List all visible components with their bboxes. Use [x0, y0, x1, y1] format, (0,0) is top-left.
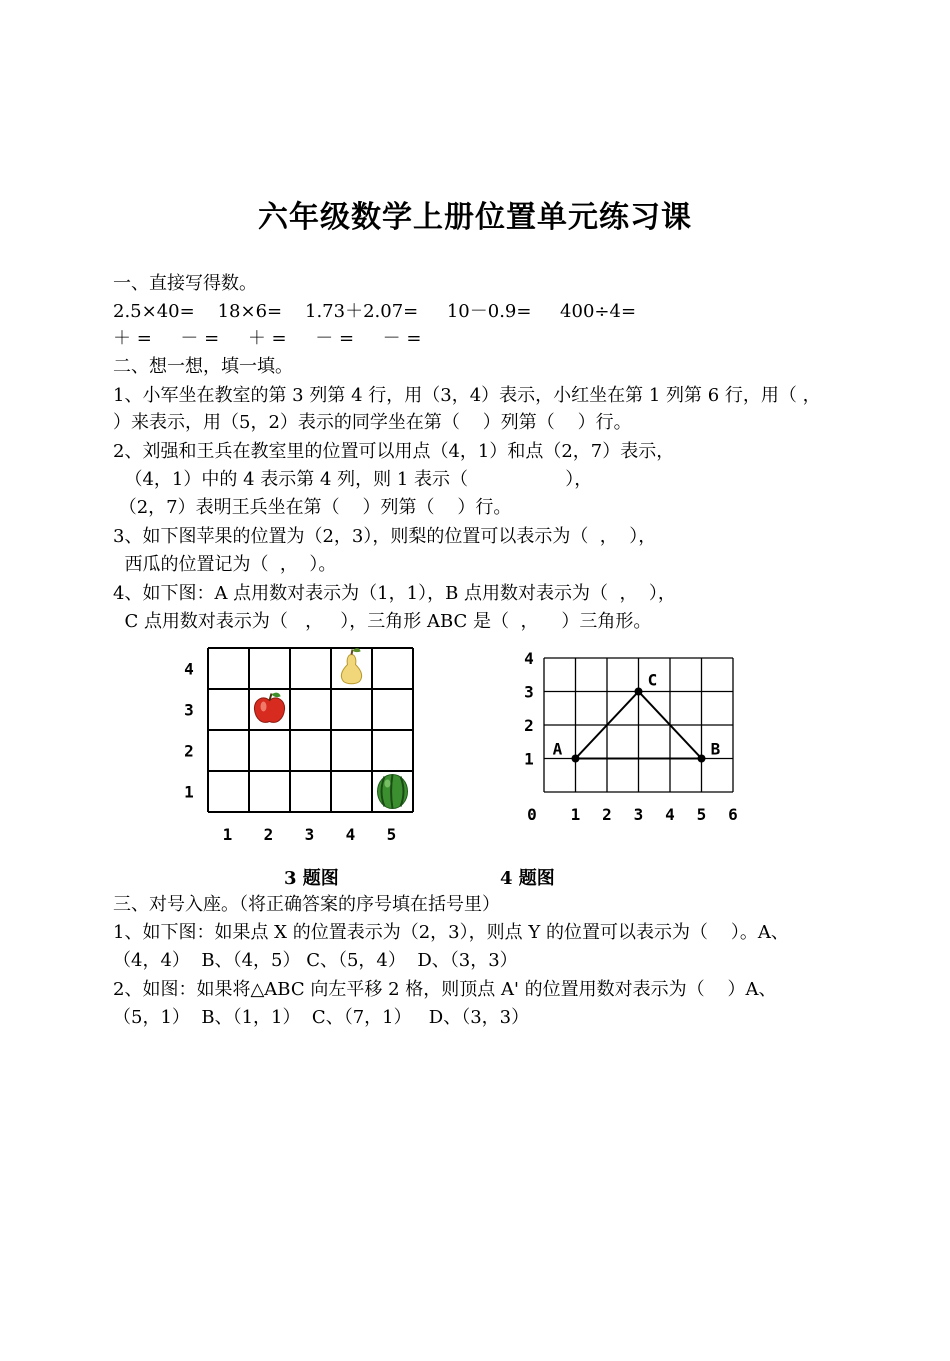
- x-tick-label: 4: [345, 825, 356, 844]
- apple-icon: [254, 693, 284, 723]
- pear-icon: [341, 648, 361, 683]
- x-tick-label: 3: [304, 825, 315, 844]
- question-3-1-line-1: 1、如下图：如果点 X 的位置表示为（2，3），则点 Y 的位置可以表示为（ ）。A、: [113, 922, 789, 943]
- section-1-heading: 一、直接写得数。: [113, 273, 257, 294]
- question-2-1-line-1: 1、小军坐在教室的第 3 列第 4 行，用（3，4）表示，小红坐在第 1 列第 6 行，用（ ，: [113, 385, 821, 406]
- question-2-2-line-1: 2、刘强和王兵在教室里的位置可以用点（4，1）和点（2，7）表示，: [113, 441, 675, 462]
- x-tick-label: 1: [222, 825, 233, 844]
- watermelon-icon: [378, 775, 408, 809]
- calc-row-2: ＋ = － = ＋ = － = － =: [113, 328, 422, 349]
- y-tick-label: 3: [184, 700, 194, 720]
- point-A: [572, 755, 580, 763]
- point-label: C: [647, 670, 658, 690]
- question-3-1-line-2: （4，4） B、（4，5） C、（5，4） D、（3，3）: [113, 950, 518, 971]
- question-3-2-line-1: 2、如图：如果将△ABC 向左平移 2 格，则顶点 A' 的位置用数对表示为（ ）A、: [113, 979, 777, 1000]
- x-tick-label: 2: [602, 805, 612, 823]
- question-2-2-line-3: （2，7）表明王兵坐在第（ ）列第（ ）行。: [113, 497, 512, 518]
- figure-3-caption: 3 题图: [284, 868, 339, 889]
- y-tick-label: 2: [524, 716, 534, 735]
- x-tick-label: 1: [570, 805, 581, 823]
- figure-3-grid: [175, 640, 425, 850]
- section-2-heading: 二、想一想，填一填。: [113, 356, 293, 377]
- x-tick-label: 4: [665, 805, 675, 823]
- question-2-2-line-2: （4，1）中的 4 表示第 4 列，则 1 表示（ ），: [113, 469, 593, 490]
- x-tick-label: 3: [633, 805, 644, 823]
- y-tick-label: 1: [184, 782, 194, 802]
- figure-4-coordinate-grid: [512, 648, 762, 823]
- x-tick-label: 6: [728, 805, 738, 823]
- section-3-heading: 三、对号入座。（将正确答案的序号填在括号里）: [113, 894, 500, 915]
- question-3-2-line-2: （5，1） B、（1，1） C、（7，1） D、（3，3）: [113, 1007, 530, 1028]
- x-tick-label: 2: [263, 825, 274, 844]
- y-tick-label: 4: [524, 649, 534, 668]
- question-2-3-line-2: 西瓜的位置记为（ ， ）。: [113, 554, 337, 575]
- x-tick-label: 5: [696, 805, 707, 823]
- page-title: 六年级数学上册位置单元练习课: [258, 200, 692, 235]
- y-tick-label: 1: [524, 749, 534, 769]
- x-tick-label: 5: [386, 825, 397, 844]
- y-tick-label: 3: [524, 682, 534, 702]
- point-B: [698, 755, 706, 763]
- question-2-4-line-1: 4、如下图：A 点用数对表示为（1，1），B 点用数对表示为（ ， ），: [113, 583, 676, 604]
- calc-row-1: 2.5×40= 18×6= 1.73＋2.07= 10－0.9= 400÷4=: [113, 301, 637, 322]
- figure-4-caption: 4 题图: [500, 868, 555, 889]
- x-tick-label: 0: [527, 805, 537, 823]
- point-label: B: [710, 739, 721, 759]
- y-tick-label: 2: [184, 741, 194, 761]
- question-2-1-line-2: ）来表示，用（5，2）表示的同学坐在第（ ）列第（ ）行。: [113, 412, 632, 433]
- question-2-4-line-2: C 点用数对表示为（ ， ），三角形 ABC 是（ ， ）三角形。: [113, 611, 652, 632]
- question-2-3-line-1: 3、如下图苹果的位置为（2，3），则梨的位置可以表示为（ ， ），: [113, 526, 657, 547]
- y-tick-label: 4: [184, 659, 194, 679]
- point-C: [635, 688, 643, 696]
- point-label: A: [552, 739, 563, 759]
